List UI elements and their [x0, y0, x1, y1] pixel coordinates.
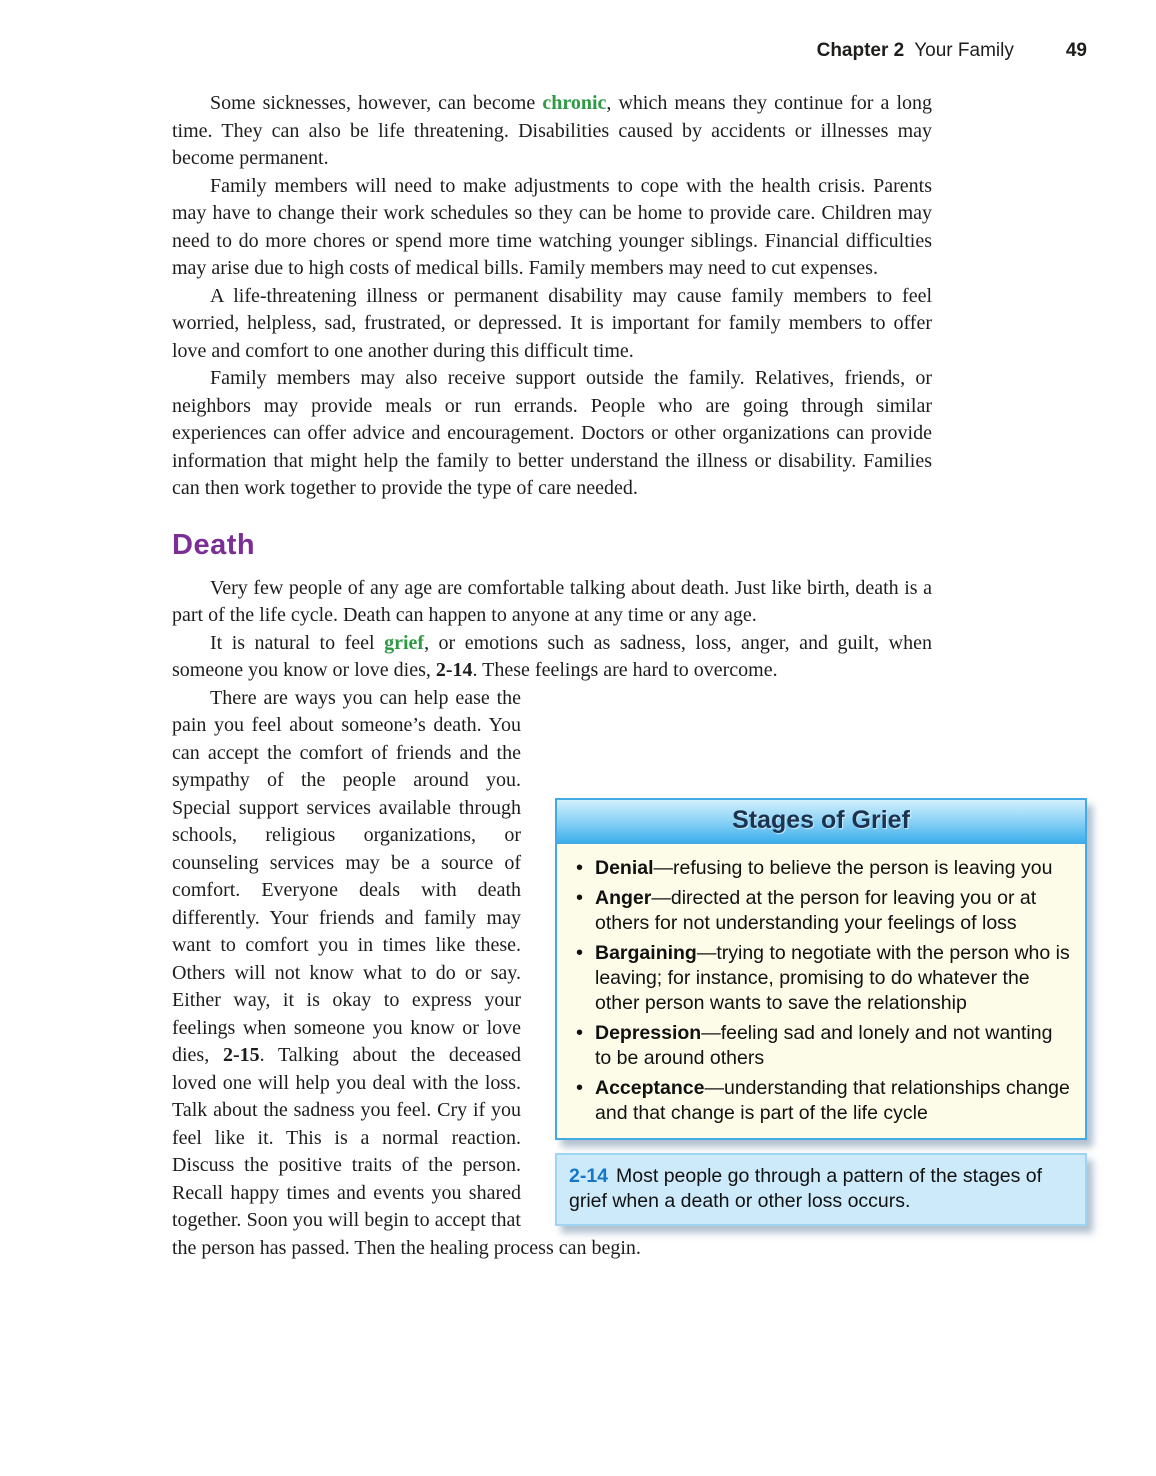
chapter-label: Chapter 2 [816, 40, 905, 61]
body-paragraph: A life-threatening illness or permanent disability may cause family members to feel worried, helpless, sad, frustrated, or depressed. It is important for family members to offer love and comfort to one another during this difficult time. [172, 284, 932, 362]
grief-stage-item: • Anger—directed at the person for leaving you or at others for not understanding your feelings of loss [569, 886, 1073, 936]
grief-stage-list [557, 844, 1085, 1138]
grief-box-header [557, 800, 1085, 844]
body-paragraph: Some sicknesses, however, can become chronic, which means they continue for a long time. They can also be life threatening. Disabilities caused by accidents or illnesses may become permanent. [172, 92, 933, 169]
figure-caption [555, 1153, 1087, 1226]
grief-stage-item: • Denial—refusing to believe the person is leaving you [569, 856, 1073, 881]
wrap-paragraph-block [172, 685, 1070, 1263]
section-label: Your Family [914, 40, 1014, 61]
body-paragraph: Very few people of any age are comfortable talking about death. Just like birth, death is a part of the life cycle. Death can happen to anyone at any time or any age. [172, 576, 932, 626]
caption-text: Most people go through a pattern of the stages of grief when a death or other loss occurs. [569, 1164, 1043, 1212]
body-paragraph: It is natural to feel grief, or emotions such as sadness, loss, anger, and guilt, when someone you know or love dies, 2-14. These feelings are hard to overcome. [172, 631, 932, 681]
running-head [172, 40, 1087, 62]
body-paragraph: Family members may also receive support outside the family. Relatives, friends, or neighbors may provide meals or run errands. People who are going through similar experiences can offer advice and encouragement. Doctors or other organizations can provide information that might help the family to better understand the illness or disability. Families can then work together to provide the type of care needed. [172, 367, 932, 499]
caption-label: 2-14 [569, 1164, 609, 1187]
main-text-column [172, 90, 1070, 1262]
grief-box-title: Stages of Grief [732, 805, 910, 834]
death-heading: Death [172, 528, 256, 561]
grief-stage-item: • Acceptance—understanding that relationships change and that change is part of the life cycle [569, 1076, 1073, 1126]
grief-stage-item: • Depression—feeling sad and lonely and not wanting to be around others [569, 1021, 1073, 1071]
page-number: 49 [1065, 40, 1087, 61]
body-paragraph: Family members will need to make adjustments to cope with the health crisis. Parents may have to change their work schedules so they can be home to provide care. Children may need to do more chores or spend more time watching younger siblings. Financial difficulties may arise due to high costs of medical bills. Family members may need to cut expenses. [172, 174, 932, 279]
grief-stage-item: • Bargaining—trying to negotiate with the person who is leaving; for instance, promising to do whatever the other person wants to save the relationship [569, 941, 1073, 1016]
body-paragraph: There are ways you can help ease the pain you feel about someone’s death. You can accept the comfort of friends and the sympathy of the people around you. Special support services available through schools, religious organizations, or counseling services may be a source of comfort. Everyone deals with death differently. Your friends and family may want to comfort you in times like these. Others will not know what to do or say. Either way, it is okay to express your feelings when someone you know or love dies, 2-15. Talking about the deceased loved one will help you deal with the loss. Talk about the sadness you feel. Cry if you feel like it. This is a normal reaction. Discuss the positive traits of the person. Recall happy times and events you shared together. Soon you will begin to accept that the person has passed. Then the healing process can begin. [172, 686, 641, 1259]
page-content [172, 40, 1087, 1262]
stages-of-grief-box [555, 798, 1087, 1140]
grief-sidebar [555, 798, 1087, 1226]
